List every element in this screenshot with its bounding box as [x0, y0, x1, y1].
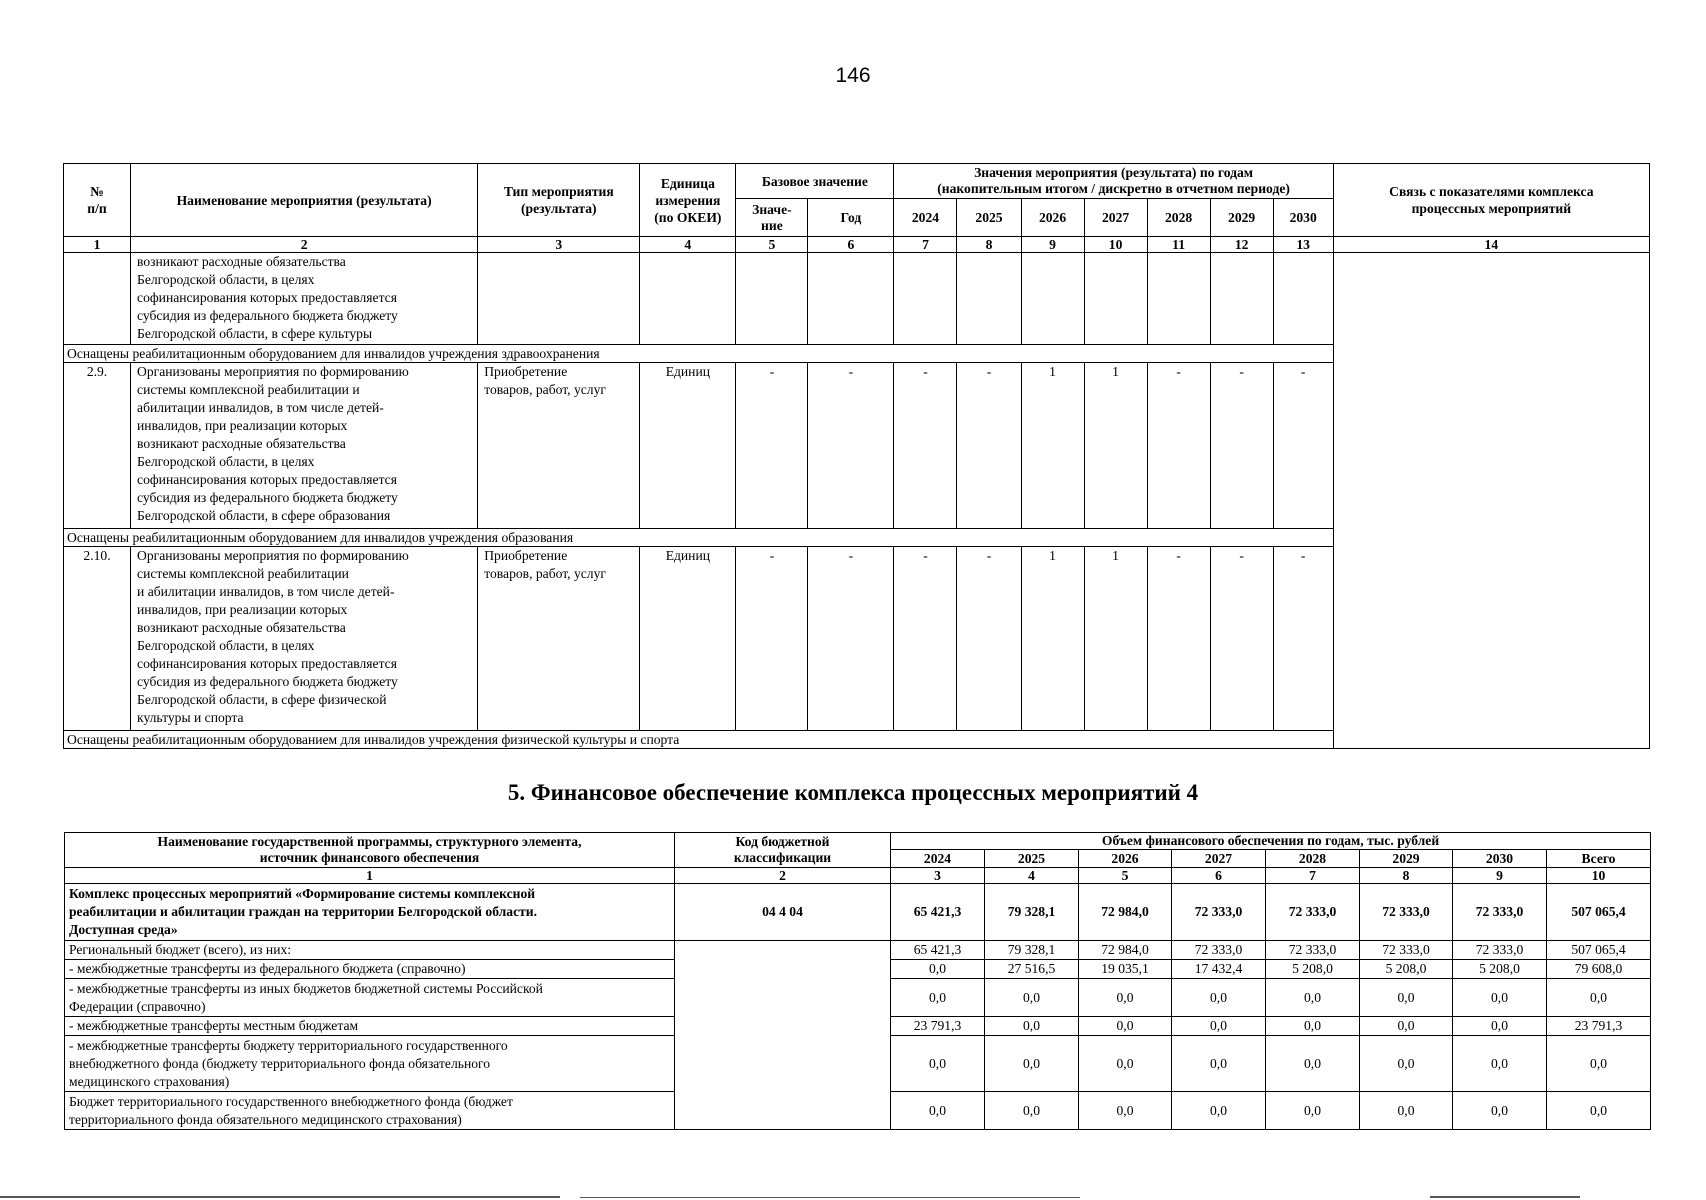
fin-row-label: Бюджет территориального государственного внебюджетного фонда (бюджет территориального фонда обязательного медицинского страхования) [65, 1092, 675, 1130]
cell-value: 0,0 [985, 1092, 1079, 1130]
col-number: 8 [957, 237, 1021, 253]
col-number: 7 [894, 237, 957, 253]
col-number: 4 [985, 868, 1079, 884]
cell-value: 72 984,0 [1079, 941, 1172, 960]
cell-value: 72 333,0 [1266, 884, 1360, 941]
cell-value: 0,0 [891, 1092, 985, 1130]
cell-value: - [736, 363, 808, 529]
col-number: 2 [131, 237, 478, 253]
fin-row-label: - межбюджетные трансферты местным бюджетам [65, 1017, 675, 1036]
header-fin-total: Всего [1547, 850, 1651, 868]
header-year: 2026 [1021, 199, 1084, 237]
table-row [65, 884, 1651, 941]
section-label: Оснащены реабилитационным оборудованием для инвалидов учреждения здравоохранения [64, 345, 1334, 363]
activities-table [63, 163, 1650, 749]
cell-value: 79 328,1 [985, 941, 1079, 960]
col-number: 6 [1172, 868, 1266, 884]
fin-row-label: Региональный бюджет (всего), из них: [65, 941, 675, 960]
cell-value: 0,0 [1266, 1017, 1360, 1036]
activity-unit: Единиц [640, 547, 736, 731]
header-num: № п/п [64, 164, 131, 237]
cell-value: 72 333,0 [1172, 941, 1266, 960]
cell-value: 0,0 [1079, 1036, 1172, 1092]
cell-value: - [808, 547, 894, 731]
cell-value: 72 333,0 [1360, 884, 1453, 941]
cell-value: 0,0 [1360, 1092, 1453, 1130]
header-year: 2024 [894, 199, 957, 237]
cell-value: 72 333,0 [1266, 941, 1360, 960]
section-title: 5. Финансовое обеспечение комплекса процессных мероприятий 4 [507, 780, 1199, 805]
scan-line [580, 1197, 1080, 1198]
cell-value: 79 608,0 [1547, 960, 1651, 979]
cell-value: 0,0 [1360, 1036, 1453, 1092]
col-number: 6 [808, 237, 894, 253]
col-number: 9 [1453, 868, 1547, 884]
cell-value: - [894, 547, 957, 731]
cell-value: 72 333,0 [1453, 884, 1547, 941]
cell-value: 1 [1021, 363, 1084, 529]
cell-value: - [1147, 547, 1210, 731]
cell-value: - [957, 363, 1021, 529]
scan-line [0, 1196, 560, 1198]
header-fin-name: Наименование государственной программы, структурного элемента, источник финансового обеспечения [65, 833, 675, 868]
cell-value: 0,0 [985, 1017, 1079, 1036]
header-year: 2027 [1084, 199, 1147, 237]
row-number: 2.9. [64, 363, 131, 529]
col-number: 5 [1079, 868, 1172, 884]
cell-value: - [1273, 547, 1333, 731]
activity-unit: Единиц [640, 363, 736, 529]
cell-value: 0,0 [1266, 1092, 1360, 1130]
col-number: 5 [736, 237, 808, 253]
fin-row-label: Комплекс процессных мероприятий «Формирование системы комплексной реабилитации и абилитации граждан на территории Белгородской области. Доступная среда» [65, 884, 675, 941]
cell-value: 0,0 [985, 979, 1079, 1017]
cell-value: 5 208,0 [1453, 960, 1547, 979]
header-year: 2028 [1147, 199, 1210, 237]
cell-value: 27 516,5 [985, 960, 1079, 979]
cell-value: - [736, 547, 808, 731]
cell-value: 0,0 [891, 1036, 985, 1092]
cell-value: 507 065,4 [1547, 941, 1651, 960]
cell-value: 72 333,0 [1360, 941, 1453, 960]
cell-value: 0,0 [1266, 1036, 1360, 1092]
cell-value: 0,0 [1360, 979, 1453, 1017]
cell-value: 1 [1021, 547, 1084, 731]
cell-value: 0,0 [1172, 1036, 1266, 1092]
activity-type: Приобретение товаров, работ, услуг [478, 547, 640, 731]
cell-value: 23 791,3 [1547, 1017, 1651, 1036]
cell-value: 0,0 [891, 979, 985, 1017]
header-fin-year: 2025 [985, 850, 1079, 868]
header-name: Наименование мероприятия (результата) [131, 164, 478, 237]
activity-name: Организованы мероприятия по формированию системы комплексной реабилитации и абилитации инвалидов, в том числе детей- инвалидов, при реализации которых возникают расходные обязательства Белгородской области, в целях софинансирования которых предоставляется субсидия из федерального бюджета бюджету Белгородской области, в сфере физической культуры и спорта [131, 547, 478, 731]
cell-value: 507 065,4 [1547, 884, 1651, 941]
cell-value: - [808, 363, 894, 529]
col-number: 11 [1147, 237, 1210, 253]
cell-value: 5 208,0 [1360, 960, 1453, 979]
cell-value: 0,0 [1547, 979, 1651, 1017]
cell-value: 72 333,0 [1172, 884, 1266, 941]
cell-value: 0,0 [1453, 1092, 1547, 1130]
header-fin-year: 2027 [1172, 850, 1266, 868]
header-base: Базовое значение [736, 164, 894, 199]
fin-row-label: - межбюджетные трансферты из федерального бюджета (справочно) [65, 960, 675, 979]
header-base-year: Год [808, 199, 894, 237]
financing-table [64, 832, 1651, 1130]
cell-value: - [1147, 363, 1210, 529]
cell-value: 65 421,3 [891, 941, 985, 960]
cell-value: 0,0 [1360, 1017, 1453, 1036]
scan-line [1430, 1196, 1580, 1198]
header-years-group: Значения мероприятия (результата) по годам (накопительным итогом / дискретно в отчетном периоде) [894, 164, 1333, 199]
col-number: 2 [675, 868, 891, 884]
activity-name: Организованы мероприятия по формированию системы комплексной реабилитации и абилитации инвалидов, в том числе детей- инвалидов, при реализации которых возникают расходные обязательства Белгородской области, в целях софинансирования которых предоставляется субсидия из федерального бюджета бюджету Белгородской области, в сфере образования [131, 363, 478, 529]
cell-value: - [894, 363, 957, 529]
cell-value: 0,0 [1079, 979, 1172, 1017]
header-unit: Единица измерения (по ОКЕИ) [640, 164, 736, 237]
cell-value: 0,0 [1453, 979, 1547, 1017]
cell-value: 0,0 [1172, 1092, 1266, 1130]
header-type: Тип мероприятия (результата) [478, 164, 640, 237]
cell-value: - [1273, 363, 1333, 529]
cell-value: 72 333,0 [1453, 941, 1547, 960]
fin-row-label: - межбюджетные трансферты из иных бюджетов бюджетной системы Российской Федерации (справочно) [65, 979, 675, 1017]
header-fin-year: 2026 [1079, 850, 1172, 868]
table-row [64, 253, 1650, 345]
col-number: 4 [640, 237, 736, 253]
activity-type: Приобретение товаров, работ, услуг [478, 363, 640, 529]
header-fin-year: 2029 [1360, 850, 1453, 868]
row-number: 2.10. [64, 547, 131, 731]
budget-code-empty [675, 941, 891, 1130]
col-number: 3 [891, 868, 985, 884]
header-fin-year: 2024 [891, 850, 985, 868]
col-number: 12 [1210, 237, 1273, 253]
col-number: 14 [1333, 237, 1649, 253]
header-link: Связь с показателями комплекса процессных мероприятий [1333, 164, 1649, 237]
cell-value: - [1210, 547, 1273, 731]
cell-value: 0,0 [1079, 1092, 1172, 1130]
cell-value: 19 035,1 [1079, 960, 1172, 979]
col-number: 9 [1021, 237, 1084, 253]
cell-value: 0,0 [985, 1036, 1079, 1092]
fin-row-label: - межбюджетные трансферты бюджету территориального государственного внебюджетного фонда (бюджету территориального фонда обязательного медицинского страхования) [65, 1036, 675, 1092]
cell-value: 0,0 [1172, 979, 1266, 1017]
cell-value: 0,0 [1453, 1017, 1547, 1036]
col-number: 10 [1084, 237, 1147, 253]
cell-value: 5 208,0 [1266, 960, 1360, 979]
header-year: 2030 [1273, 199, 1333, 237]
cell-value: 23 791,3 [891, 1017, 985, 1036]
cell-value: 0,0 [1172, 1017, 1266, 1036]
header-fin-year: 2028 [1266, 850, 1360, 868]
col-number: 7 [1266, 868, 1360, 884]
cell-value: - [1210, 363, 1273, 529]
page-number: 146 [835, 64, 871, 87]
cell-value: 0,0 [891, 960, 985, 979]
section-label: Оснащены реабилитационным оборудованием для инвалидов учреждения физической культуры и спорта [64, 731, 1334, 749]
table-row [65, 941, 1651, 960]
cell-value: - [957, 547, 1021, 731]
header-year: 2025 [957, 199, 1021, 237]
cell-value: 72 984,0 [1079, 884, 1172, 941]
col-number: 1 [65, 868, 675, 884]
col-number: 10 [1547, 868, 1651, 884]
header-base-value: Значе- ние [736, 199, 808, 237]
budget-code: 04 4 04 [675, 884, 891, 941]
section-label: Оснащены реабилитационным оборудованием для инвалидов учреждения образования [64, 529, 1334, 547]
cell-value: 79 328,1 [985, 884, 1079, 941]
cell-value: 0,0 [1079, 1017, 1172, 1036]
cell-value: 1 [1084, 363, 1147, 529]
cell-value: 0,0 [1547, 1036, 1651, 1092]
col-number: 8 [1360, 868, 1453, 884]
header-fin-volume: Объем финансового обеспечения по годам, тыс. рублей [891, 833, 1651, 850]
header-fin-year: 2030 [1453, 850, 1547, 868]
cell-value: 0,0 [1266, 979, 1360, 1017]
cell-value: 1 [1084, 547, 1147, 731]
cell-value: 0,0 [1547, 1092, 1651, 1130]
continuation-text: возникают расходные обязательства Белгородской области, в целях софинансирования которых предоставляется субсидия из федерального бюджета бюджету Белгородской области, в сфере культуры [131, 253, 478, 345]
header-fin-code: Код бюджетной классификации [675, 833, 891, 868]
cell-value: 17 432,4 [1172, 960, 1266, 979]
cell-value: 0,0 [1453, 1036, 1547, 1092]
header-year: 2029 [1210, 199, 1273, 237]
cell-value: 65 421,3 [891, 884, 985, 941]
col-number: 13 [1273, 237, 1333, 253]
col-number: 3 [478, 237, 640, 253]
col-number: 1 [64, 237, 131, 253]
